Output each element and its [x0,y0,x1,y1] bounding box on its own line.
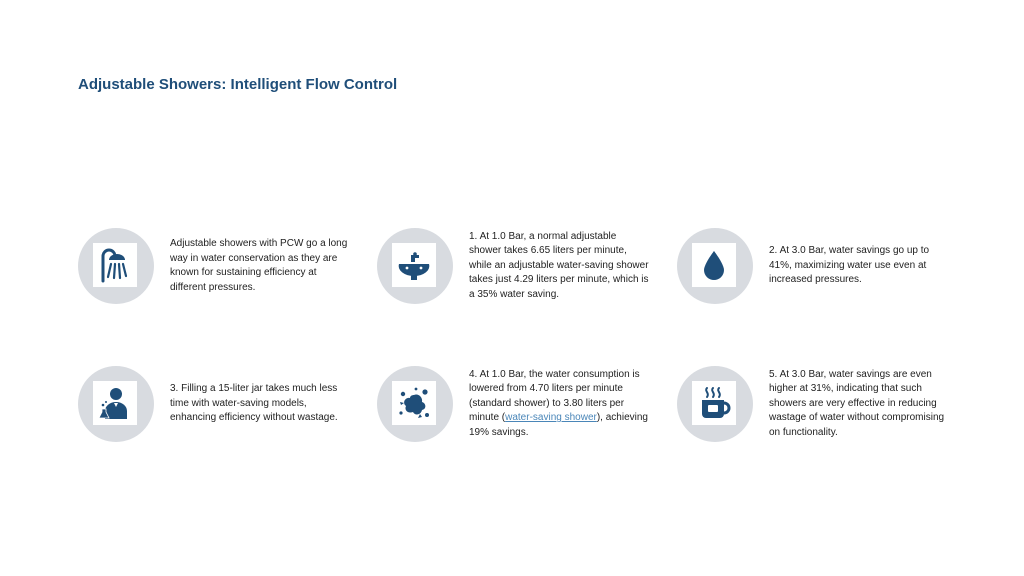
info-item-splash [377,364,677,444]
water-splash-icon [392,381,436,425]
water-drop-icon [692,243,736,287]
info-item-shower [78,226,378,306]
hot-mug-icon [692,381,736,425]
scientist-icon [93,381,137,425]
info-text: 1. At 1.0 Bar, a normal adjustable shower takes 6.65 liters per minute, while an adjustable water-saving shower takes just 4.29 liters per minute, which is a 35% water saving. [469,230,649,300]
info-text-container [469,226,649,306]
info-text: 2. At 3.0 Bar, water savings go up to 41%, maximizing water use even at increased pressures. [769,245,930,286]
sink-faucet-icon [392,243,436,287]
info-text [469,368,649,441]
info-text-container [170,364,350,444]
info-item-scientist [78,364,378,444]
info-text: 5. At 3.0 Bar, water savings are even higher at 31%, indicating that such showers are very effective in reducing wastage of water without compromising on functionality. [769,368,945,438]
icon-circle [677,366,753,442]
info-text-container [469,364,649,444]
icon-circle [78,228,154,304]
icon-circle [78,366,154,442]
shower-icon [93,243,137,287]
info-text-container [769,226,949,306]
info-item-drop [677,226,977,306]
info-text-container [170,226,350,306]
info-text-before: 4. At 1.0 Bar, the water consumption is lowered from 4.70 liters per minute (standard shower) to 3.80 liters per minute ( [469,368,640,424]
info-text: Adjustable showers with PCW go a long way in water conservation as they are known for sustaining efficiency at different pressures. [170,238,348,293]
info-text-after: ), achieving 19% savings. [469,412,648,438]
info-text: 3. Filling a 15-liter jar takes much less time with water-saving models, enhancing efficiency without wastage. [170,383,338,424]
water-saving-shower-link[interactable]: water-saving shower [505,412,597,424]
page-title: Adjustable Showers: Intelligent Flow Control [78,76,398,93]
icon-circle [677,228,753,304]
icon-circle [377,366,453,442]
icon-circle [377,228,453,304]
info-item-sink [377,226,677,306]
info-text-container [769,364,949,444]
info-item-mug [677,364,977,444]
